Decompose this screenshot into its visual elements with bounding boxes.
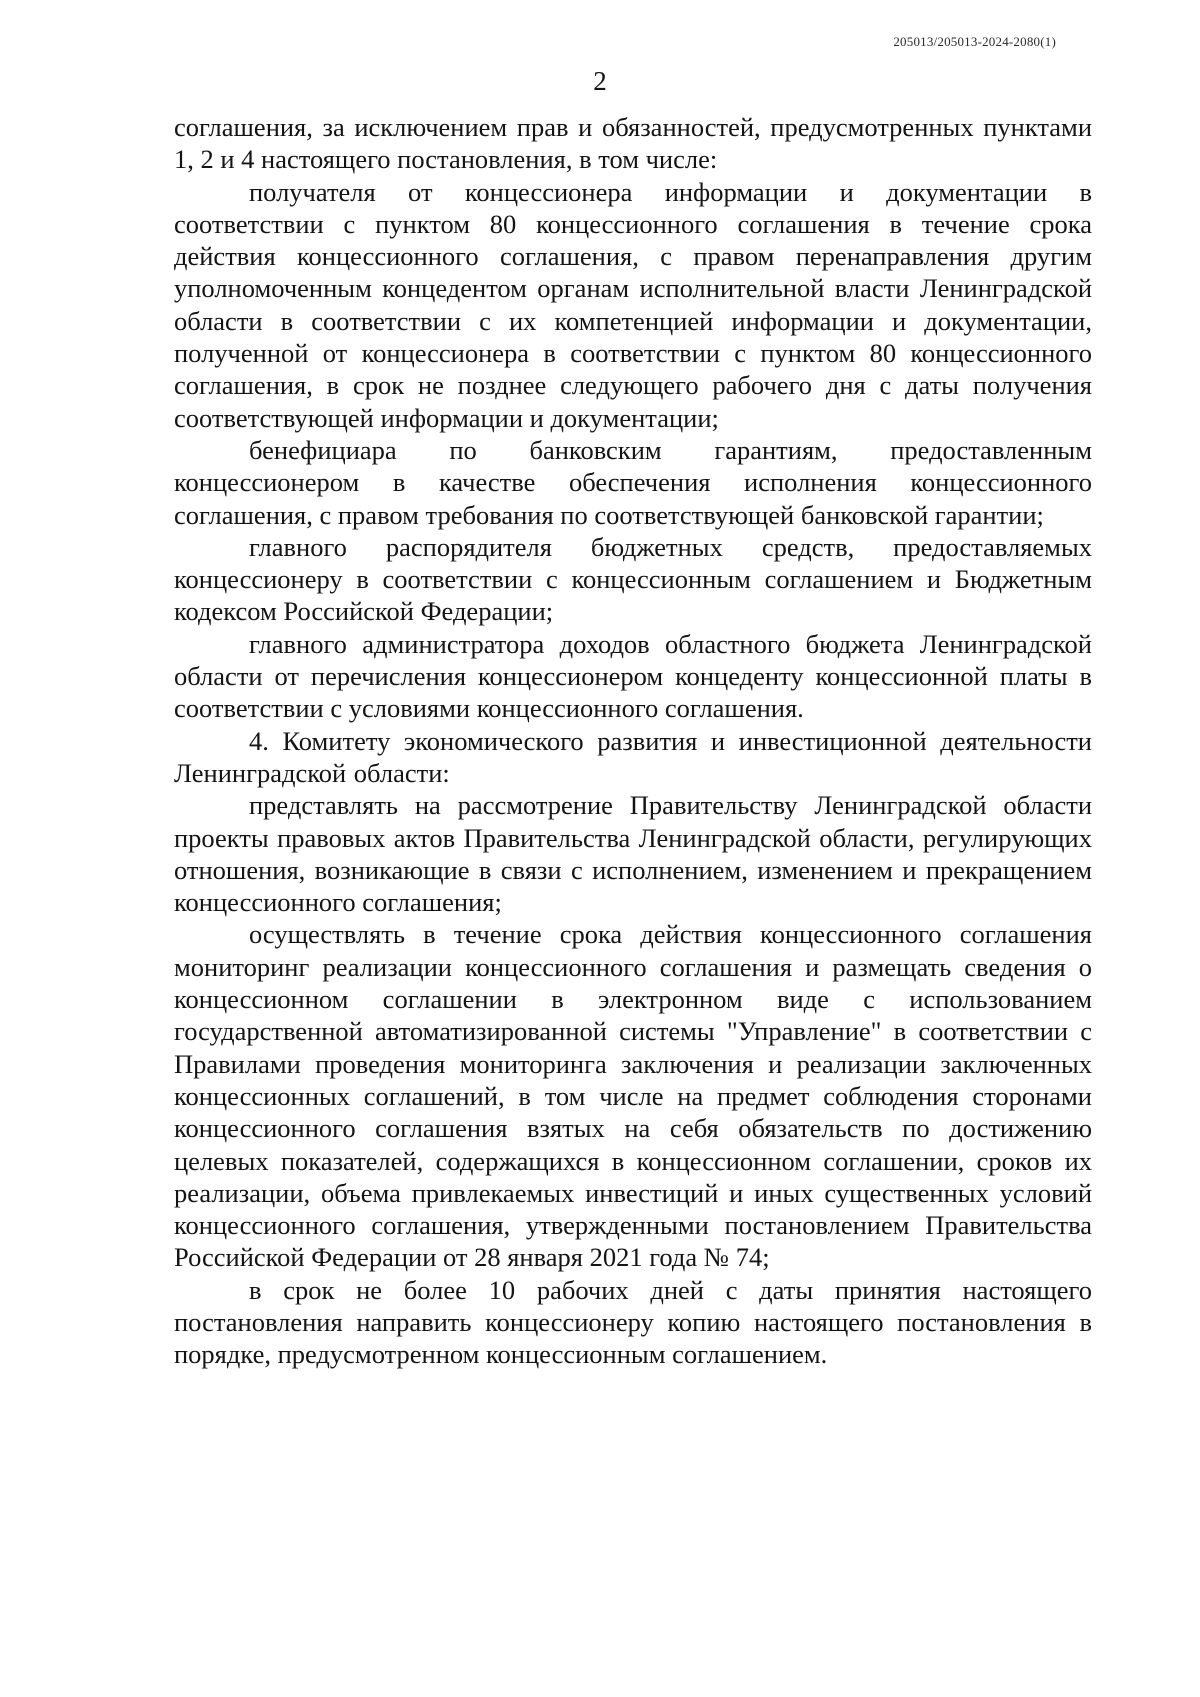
paragraph-submit-drafts: представлять на рассмотрение Правительству Ленинградской области проекты правовых актов Правительства Ленинградской области, регулирующих отношения, возникающие в связи с исполнением, изменением и прекращением концессионного соглашения; — [174, 790, 1092, 918]
document-id: 205013/205013-2024-2080(1) — [893, 34, 1056, 49]
paragraph-continuation: соглашения, за исключением прав и обязанностей, предусмотренных пунктами 1, 2 и 4 настоящего постановления, в том числе: — [174, 112, 1092, 175]
paragraph-beneficiary: бенефициара по банковским гарантиям, предоставленным концессионером в качестве обеспечения исполнения концессионного соглашения, с правом требования по соответствующей банковской гарантии; — [174, 434, 1092, 530]
paragraph-monitoring: осуществлять в течение срока действия концессионного соглашения мониторинг реализации концессионного соглашения и размещать сведения о концессионном соглашении в электронном виде с использованием государственной автоматизированной системы "Управление" в соответствии с Правилами проведения мониторинга заключения и реализации заключенных концессионных соглашений, в том числе на предмет соблюдения сторонами концессионного соглашения взятых на себя обязательств по достижению целевых показателей, содержащихся в концессионном соглашении, сроков их реализации, объема привлекаемых инвестиций и иных существенных условий концессионного соглашения, утвержденными постановлением Правительства Российской Федерации от 28 января 2021 года № 74; — [174, 919, 1092, 1273]
paragraph-budget-manager: главного распорядителя бюджетных средств, предоставляемых концессионеру в соответствии с концессионным соглашением и Бюджетным кодексом Российской Федерации; — [174, 531, 1092, 627]
page-number: 2 — [593, 66, 607, 96]
document-body — [174, 111, 1092, 1371]
paragraph-item-4: 4. Комитету экономического развития и инвестиционной деятельности Ленинградской области: — [174, 725, 1092, 788]
paragraph-revenue-administrator: главного администратора доходов областного бюджета Ленинградской области от перечисления концессионером концеденту концессионной платы в соответствии с условиями концессионного соглашения. — [174, 628, 1092, 724]
paragraph-send-copy: в срок не более 10 рабочих дней с даты принятия настоящего постановления направить концессионеру копию настоящего постановления в порядке, предусмотренном концессионным соглашением. — [174, 1274, 1092, 1370]
paragraph-information-recipient: получателя от концессионера информации и документации в соответствии с пунктом 80 концессионного соглашения в течение срока действия концессионного соглашения, с правом перенаправления другим уполномоченным концедентом органам исполнительной власти Ленинградской области в соответствии с их компетенцией информации и документации, полученной от концессионера в соответствии с пунктом 80 концессионного соглашения, в срок не позднее следующего рабочего дня с даты получения соответствующей информации и документации; — [174, 176, 1092, 433]
